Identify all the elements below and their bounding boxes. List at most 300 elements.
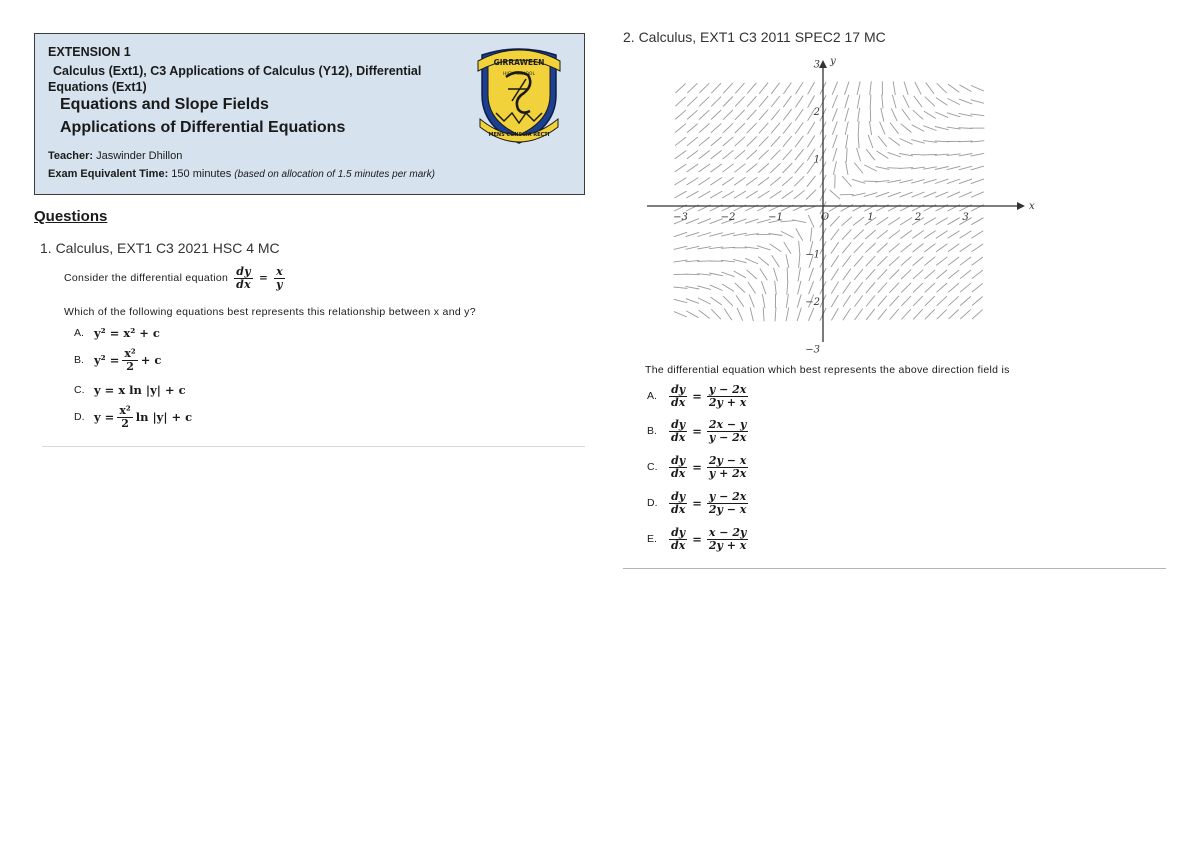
slope-segment <box>947 192 960 198</box>
slope-segment <box>882 95 883 109</box>
slope-segment <box>948 283 959 292</box>
slope-segment <box>935 192 948 197</box>
slope-segment <box>913 257 924 266</box>
slope-segment <box>675 83 685 93</box>
slope-segment <box>852 193 866 196</box>
slope-segment <box>832 82 837 95</box>
q1-option-d-expr: y = $\frac{\text{x²}}{2}$ ln |y| + c <box>94 404 193 430</box>
slope-segment <box>971 153 985 156</box>
slope-segment <box>809 281 814 294</box>
slope-segment <box>799 254 800 268</box>
slope-segment <box>912 192 925 197</box>
slope-segment <box>948 296 958 305</box>
slope-segment <box>782 191 793 199</box>
slope-segment <box>771 96 780 107</box>
slope-segment <box>795 149 804 160</box>
questions-heading: Questions <box>34 208 108 225</box>
slope-segment <box>864 193 877 197</box>
slope-segment <box>723 150 734 159</box>
slope-segment <box>747 83 756 94</box>
slope-segment <box>808 122 815 134</box>
q1-divider <box>42 446 585 447</box>
slope-segment <box>831 282 838 294</box>
slope-segment <box>711 164 722 172</box>
slope-segment <box>687 178 699 185</box>
slope-segment <box>747 96 756 107</box>
slope-segment <box>687 110 698 119</box>
slope-segment <box>972 244 984 252</box>
slope-segment <box>936 270 947 279</box>
slope-segment <box>771 150 781 160</box>
slope-segment <box>806 190 816 200</box>
slope-segment <box>711 110 721 120</box>
slope-segment <box>935 127 949 130</box>
slope-segment <box>830 190 841 199</box>
slope-segment <box>782 177 793 186</box>
slope-segment <box>890 309 899 320</box>
slope-segment <box>923 192 936 197</box>
teacher-label: Teacher: <box>48 150 94 162</box>
slope-segment <box>915 82 921 94</box>
slope-segment <box>698 219 711 224</box>
slope-segment <box>877 243 888 252</box>
slope-segment <box>901 309 911 319</box>
slope-segment <box>857 81 860 95</box>
q2-option-c-label: C. <box>647 461 658 474</box>
q2-option-c-expr: $\frac{dy}{dx}$ = $\frac{2y - x}{y + 2x}$ <box>671 454 747 480</box>
slope-segment <box>675 124 686 133</box>
slope-segment <box>854 243 864 253</box>
slope-segments <box>674 81 985 321</box>
slope-segment <box>843 256 852 267</box>
slope-segment <box>734 271 746 278</box>
slope-segment <box>797 308 801 321</box>
slope-segment <box>913 283 923 293</box>
slope-segment <box>699 97 709 107</box>
slope-segment <box>675 151 686 159</box>
slope-segment <box>972 283 983 292</box>
slope-segment <box>901 124 912 133</box>
slope-segment <box>757 246 770 250</box>
q2-option-b[interactable] <box>647 419 748 443</box>
slope-segment <box>924 111 936 118</box>
slope-segment <box>923 167 937 169</box>
y-tick-label: −1 <box>805 249 820 261</box>
topics-text: Calculus (Ext1), C3 Applications of Calculus (Y12), Differential Equations (Ext1) <box>48 64 422 94</box>
slope-segment <box>948 244 959 252</box>
slope-segment <box>698 191 710 198</box>
slope-segment <box>888 152 901 157</box>
q1-option-b[interactable] <box>74 348 161 372</box>
q1-option-a[interactable] <box>74 326 160 340</box>
slope-segment <box>769 234 783 236</box>
slope-segment <box>878 136 887 147</box>
slope-segment <box>783 109 791 120</box>
slope-segment <box>808 215 814 228</box>
slope-segment <box>747 123 757 133</box>
slope-segment <box>831 295 838 307</box>
slope-segment <box>935 167 949 170</box>
slope-segment <box>899 168 913 169</box>
slope-segment <box>747 137 757 147</box>
slope-segment <box>937 283 948 292</box>
slope-segment <box>843 308 851 320</box>
slope-segment <box>842 217 853 226</box>
topics-line <box>48 63 448 95</box>
slope-segment <box>960 296 971 305</box>
slope-segment <box>926 83 934 94</box>
x-tick-label: −3 <box>673 212 688 223</box>
slope-segment <box>735 110 745 120</box>
slope-segment <box>972 270 983 279</box>
exam-time-note: (based on allocation of 1.5 minutes per mark) <box>234 169 435 180</box>
extension-label: EXTENSION 1 <box>48 45 131 59</box>
slope-segment <box>734 191 746 198</box>
slope-segment <box>925 270 936 279</box>
slope-segment <box>972 310 983 319</box>
slope-segment <box>900 192 913 197</box>
slope-segment <box>735 83 744 93</box>
slope-segment <box>698 286 712 290</box>
slope-segment <box>771 123 780 134</box>
slope-segment <box>948 257 959 265</box>
slope-segment <box>868 135 873 148</box>
slope-segment <box>829 204 841 211</box>
slope-segment <box>913 309 923 319</box>
slope-segment <box>710 191 722 198</box>
q2-option-e[interactable] <box>647 527 748 551</box>
slope-segment <box>794 176 804 186</box>
slope-segment <box>733 259 747 262</box>
q2-option-b-label: B. <box>647 425 657 438</box>
slope-segment <box>878 283 887 293</box>
slope-segment <box>889 283 899 293</box>
slope-segment <box>775 307 776 321</box>
slope-segment <box>809 268 814 281</box>
slope-segment <box>698 298 711 304</box>
crest-motto: MENS CONSCIA RECTI <box>488 132 550 138</box>
slope-segment <box>854 230 864 240</box>
slope-segment <box>771 136 780 146</box>
slope-segment <box>971 192 984 198</box>
slope-segment <box>687 97 697 107</box>
slope-segment <box>843 282 851 294</box>
slope-segment <box>889 230 900 238</box>
slope-segment <box>865 230 876 239</box>
slope-segment <box>913 110 923 119</box>
slope-segment <box>870 95 871 109</box>
slope-segment <box>843 269 851 280</box>
slope-segment <box>877 230 888 239</box>
slope-segment <box>892 95 896 108</box>
slope-segment <box>854 282 863 293</box>
slope-segment <box>699 150 710 159</box>
slope-segment <box>699 164 711 172</box>
slope-segment <box>959 99 972 104</box>
slope-segment <box>843 295 851 307</box>
slope-segment <box>770 177 781 186</box>
worksheet-title: Equations and Slope Fields <box>60 96 269 113</box>
slope-segment <box>795 109 803 121</box>
slope-segment <box>900 218 912 225</box>
slope-segment <box>697 247 711 249</box>
slope-segment <box>807 136 814 148</box>
slope-segment <box>699 83 709 93</box>
slope-segment <box>831 308 838 320</box>
slope-segment <box>794 190 805 199</box>
slope-segment <box>947 98 960 104</box>
slope-segment <box>807 176 816 187</box>
slope-segment <box>686 232 699 236</box>
slope-segment <box>912 231 923 239</box>
slope-segment <box>842 242 851 253</box>
slope-segment <box>674 191 686 198</box>
slope-segment <box>878 296 887 307</box>
slope-segment <box>830 216 840 226</box>
slope-segment <box>674 312 687 317</box>
slope-segment <box>675 178 687 185</box>
slope-segment <box>723 123 733 133</box>
q1-prompt-line: Consider the differential equation $\frac{dy}{dx}$ = $\frac{x}{y}$ <box>64 265 283 291</box>
slope-segment <box>889 256 899 265</box>
q2-question: The differential equation which best represents the above direction field is <box>645 364 1010 376</box>
x-tick-label: 2 <box>914 212 922 223</box>
slope-segment <box>900 230 911 238</box>
slope-segment <box>775 281 777 295</box>
slope-segment <box>686 246 700 249</box>
slope-segment <box>808 82 815 94</box>
q2-option-d[interactable] <box>647 491 748 515</box>
slope-segment <box>842 229 852 239</box>
slope-segment <box>911 167 925 169</box>
q2-option-c[interactable] <box>647 455 748 479</box>
slope-segment <box>924 231 936 239</box>
slope-segment <box>925 97 935 107</box>
slope-segment <box>699 124 710 133</box>
slope-segment <box>674 246 688 249</box>
slope-segment <box>746 191 758 198</box>
slope-segment <box>937 309 947 319</box>
x-axis-arrow-icon <box>1017 202 1025 210</box>
slope-segment <box>711 309 721 319</box>
slope-segment <box>687 151 698 159</box>
q1-equation-rhs: $\frac{x}{y}$ <box>276 265 283 291</box>
slope-segment <box>759 136 769 146</box>
slope-segment <box>736 295 744 307</box>
slope-segment <box>831 229 840 240</box>
slope-segment <box>857 95 860 109</box>
slope-segment <box>674 232 687 236</box>
slope-segment <box>795 163 804 174</box>
slope-segment <box>971 218 983 225</box>
slope-segment <box>846 161 849 175</box>
slope-segment <box>833 148 837 161</box>
slope-segment <box>890 296 900 306</box>
slope-segment <box>699 310 710 318</box>
slope-segment <box>959 166 973 170</box>
slope-segment <box>914 96 922 107</box>
slope-segment <box>866 282 875 293</box>
q2-divider <box>623 568 1166 569</box>
slope-segment <box>687 137 698 146</box>
slope-segment <box>710 285 723 291</box>
q1-option-d-label: D. <box>74 411 85 424</box>
slope-segment <box>846 148 847 162</box>
slope-segment <box>685 260 699 261</box>
slope-segment <box>876 167 890 170</box>
q2-option-e-expr: $\frac{dy}{dx}$ = $\frac{x - 2y}{2y + x}$ <box>671 526 747 552</box>
slope-segment <box>709 233 723 237</box>
slope-segment <box>864 165 877 171</box>
slope-segment <box>833 135 838 148</box>
slope-segment <box>699 137 710 146</box>
slope-segment <box>936 244 947 252</box>
slope-segment <box>925 283 935 292</box>
slope-segment <box>759 83 768 94</box>
slope-segment <box>857 148 861 161</box>
slope-segment <box>972 257 983 265</box>
slope-segment <box>901 270 911 280</box>
slope-segment <box>711 150 722 159</box>
slope-segment <box>870 81 872 95</box>
slope-segment <box>687 124 698 133</box>
x-tick-label: −1 <box>768 212 783 223</box>
slope-segment <box>901 243 912 252</box>
slope-segment <box>735 137 745 146</box>
slope-segment <box>761 281 766 294</box>
exam-time-label: Exam Equivalent Time: <box>48 168 169 180</box>
slope-segment <box>853 217 864 225</box>
slope-segment <box>866 309 875 320</box>
slope-segment <box>675 164 687 172</box>
slope-segment <box>854 256 863 267</box>
slope-segment <box>845 82 850 95</box>
slope-segment <box>760 269 768 281</box>
slope-segment <box>878 269 888 279</box>
slope-segment <box>772 255 780 267</box>
slope-segment <box>899 154 913 156</box>
slope-segment <box>901 257 912 266</box>
q2-option-d-label: D. <box>647 497 658 510</box>
slope-segment <box>723 83 733 93</box>
slope-segment <box>734 177 746 185</box>
slope-segment <box>901 283 911 293</box>
slope-segment <box>783 163 793 173</box>
slope-segment <box>699 110 709 119</box>
y-axis-label: y <box>830 56 836 67</box>
slope-segment <box>786 254 789 268</box>
slope-segment <box>733 233 747 236</box>
slope-segment <box>913 270 923 279</box>
slope-segment <box>960 244 972 252</box>
slope-segment <box>711 97 721 107</box>
slope-segment <box>711 123 721 132</box>
slope-segment <box>675 110 686 119</box>
slope-segment <box>709 273 723 276</box>
slope-segment <box>971 166 984 170</box>
slope-segment <box>745 258 758 264</box>
x-tick-label: −2 <box>720 212 736 223</box>
slope-segment <box>722 164 733 172</box>
slope-segment <box>866 149 875 160</box>
slope-segment <box>831 269 838 281</box>
slope-segment <box>889 270 899 280</box>
slope-segment <box>783 150 792 160</box>
slope-segment <box>674 260 688 262</box>
q2-option-b-expr: $\frac{dy}{dx}$ = $\frac{2x - y}{y - 2x}$ <box>671 418 747 444</box>
slope-segment <box>948 231 960 239</box>
slope-segment <box>858 134 859 148</box>
slope-segment <box>854 163 863 174</box>
q1-option-c[interactable] <box>74 383 186 397</box>
slope-segment <box>698 233 712 237</box>
slope-segment <box>912 125 924 132</box>
slope-segment <box>923 126 936 131</box>
slope-segment <box>722 284 734 291</box>
slope-segment <box>911 179 924 183</box>
slope-segment <box>901 296 911 306</box>
slope-segment <box>948 84 959 92</box>
slope-segment <box>960 257 971 265</box>
slope-segment <box>710 178 722 186</box>
slope-segment <box>674 299 688 302</box>
q1-option-a-expr: y² = x² + c <box>94 326 160 340</box>
slope-segment <box>759 110 768 121</box>
q1-prompt: Consider the differential equation <box>64 272 229 285</box>
slope-segment <box>913 296 923 306</box>
slope-segment <box>947 166 961 169</box>
slope-segment <box>890 123 899 134</box>
slope-segment <box>970 114 984 116</box>
slope-segment <box>770 191 782 199</box>
worksheet-header <box>34 33 585 195</box>
q2-option-a-expr: $\frac{dy}{dx}$ = $\frac{y - 2x}{2y + x}$ <box>671 383 747 409</box>
y-tick-label: 2 <box>813 107 820 118</box>
q1-option-b-label: B. <box>74 354 84 367</box>
crest-text-mid: HIGH SCHOOL <box>503 72 535 77</box>
q2-option-a-label: A. <box>647 390 657 403</box>
y-tick-label: 1 <box>813 154 820 166</box>
slope-segment <box>796 228 803 240</box>
slope-segment <box>971 86 984 91</box>
slope-segment <box>721 272 734 277</box>
slope-segment <box>787 281 788 295</box>
slope-segment <box>759 96 768 107</box>
slope-segment <box>686 286 700 289</box>
q1-option-c-label: C. <box>74 384 85 396</box>
slope-segment <box>876 192 889 197</box>
x-axis-label: x <box>1029 201 1035 212</box>
slope-segment <box>936 231 948 239</box>
slope-segment <box>809 308 814 321</box>
slope-segment <box>735 150 746 159</box>
slope-segment <box>796 82 804 94</box>
slope-segment <box>762 294 765 308</box>
slope-segment <box>722 177 734 185</box>
slope-segment <box>880 122 886 135</box>
slope-segment <box>674 287 688 288</box>
q1-option-c-expr: y = x ln |y| + c <box>94 383 186 397</box>
slope-segment <box>937 83 947 93</box>
slope-segment <box>959 85 971 92</box>
slope-segment <box>675 97 685 106</box>
teacher-line <box>48 150 182 162</box>
slope-segment <box>799 241 800 255</box>
q2-option-a[interactable] <box>647 384 748 408</box>
slope-segment <box>891 108 897 121</box>
q1-option-d[interactable] <box>74 405 192 429</box>
school-crest-icon <box>476 49 562 145</box>
